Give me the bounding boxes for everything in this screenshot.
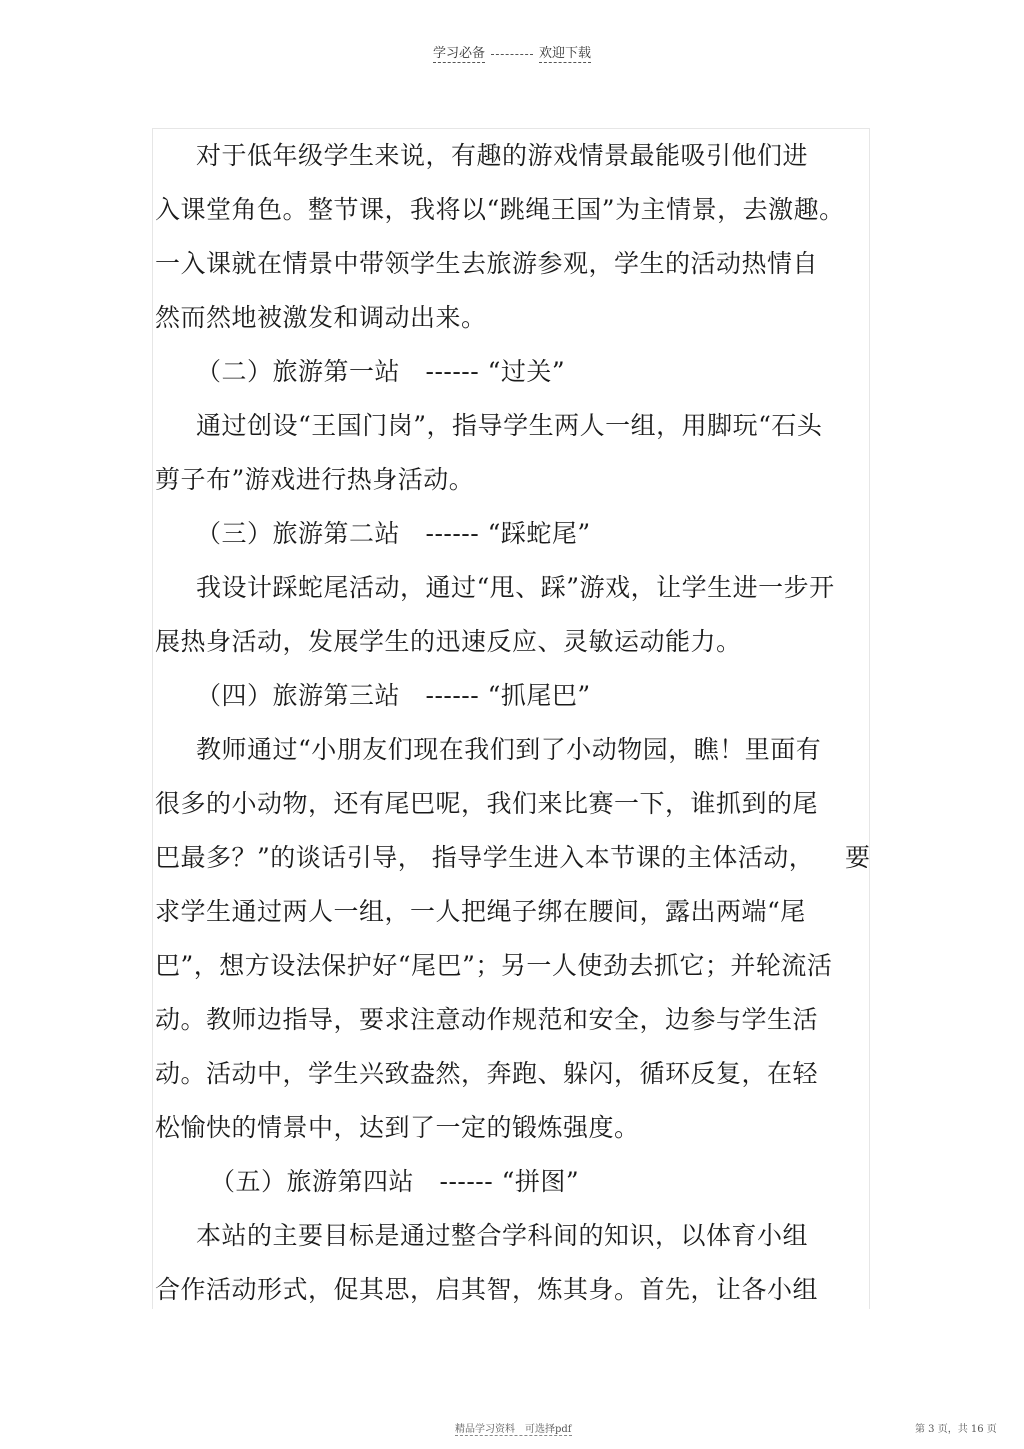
paragraph-line: 合作活动形式，促其思，启其智，炼其身。首先，让各小组 [155,1275,819,1304]
paragraph-line: 展热身活动，发展学生的迅速反应、灵敏运动能力。 [155,627,742,656]
paragraph-line: 然而然地被激发和调动出来。 [155,303,487,332]
page-number: 第 3 页，共 16 页 [915,1424,997,1435]
paragraph-line: 动。活动中，学生兴致盎然，奔跑、躲闪，循环反复，在轻 [155,1059,819,1088]
header-divider [491,54,533,55]
paragraph-line: 教师通过“小朋友们现在我们到了小动物园，瞧！里面有 [196,735,822,764]
paragraph-line: 一入课就在情景中带领学生去旅游参观，学生的活动热情自 [155,249,819,278]
header-right-text: 欢迎下载 [539,46,592,61]
paragraph-line: 本站的主要目标是通过整合学科间的知识，以体育小组 [196,1221,809,1250]
paragraph-line: 动。教师边指导，要求注意动作规范和安全，边参与学生活 [155,1005,819,1034]
page-header [0,42,1024,61]
paragraph-line: 对于低年级学生来说，有趣的游戏情景最能吸引他们进 [196,141,809,170]
header-left-text: 学习必备 [432,46,485,61]
paragraph-line: 入课堂角色。整节课，我将以“跳绳王国”为主情景，去激趣。 [155,195,845,224]
section-heading: （三）旅游第二站 ------ “踩蛇尾” [196,519,591,548]
paragraph-line: 巴最多？”的谈话引导， 指导学生进入本节课的主体活动， [155,843,815,872]
footer-center [455,1420,572,1435]
paragraph-line: 通过创设“王国门岗”，指导学生两人一组，用脚玩“石头 [196,411,823,440]
section-heading: （五）旅游第四站 ------ “拼图” [210,1167,580,1196]
paragraph-line: 剪子布”游戏进行热身活动。 [155,465,475,494]
section-heading: （二）旅游第一站 ------ “过关” [196,357,566,386]
footer-center-text: 精品学习资料 可选择pdf [455,1424,572,1435]
paragraph-line: 巴”，想方设法保护好“尾巴”；另一人使劲去抓它；并轮流活 [155,951,833,980]
paragraph-line: 求学生通过两人一组，一人把绳子绑在腰间，露出两端“尾 [155,897,806,926]
paragraph-line-tail: 要 [845,843,871,872]
section-heading: （四）旅游第三站 ------ “抓尾巴” [196,681,591,710]
paragraph-line: 很多的小动物，还有尾巴呢，我们来比赛一下，谁抓到的尾 [155,789,819,818]
paragraph-line: 松愉快的情景中，达到了一定的锻炼强度。 [155,1113,640,1142]
paragraph-line: 我设计踩蛇尾活动，通过“甩、踩”游戏，让学生进一步开 [196,573,835,602]
